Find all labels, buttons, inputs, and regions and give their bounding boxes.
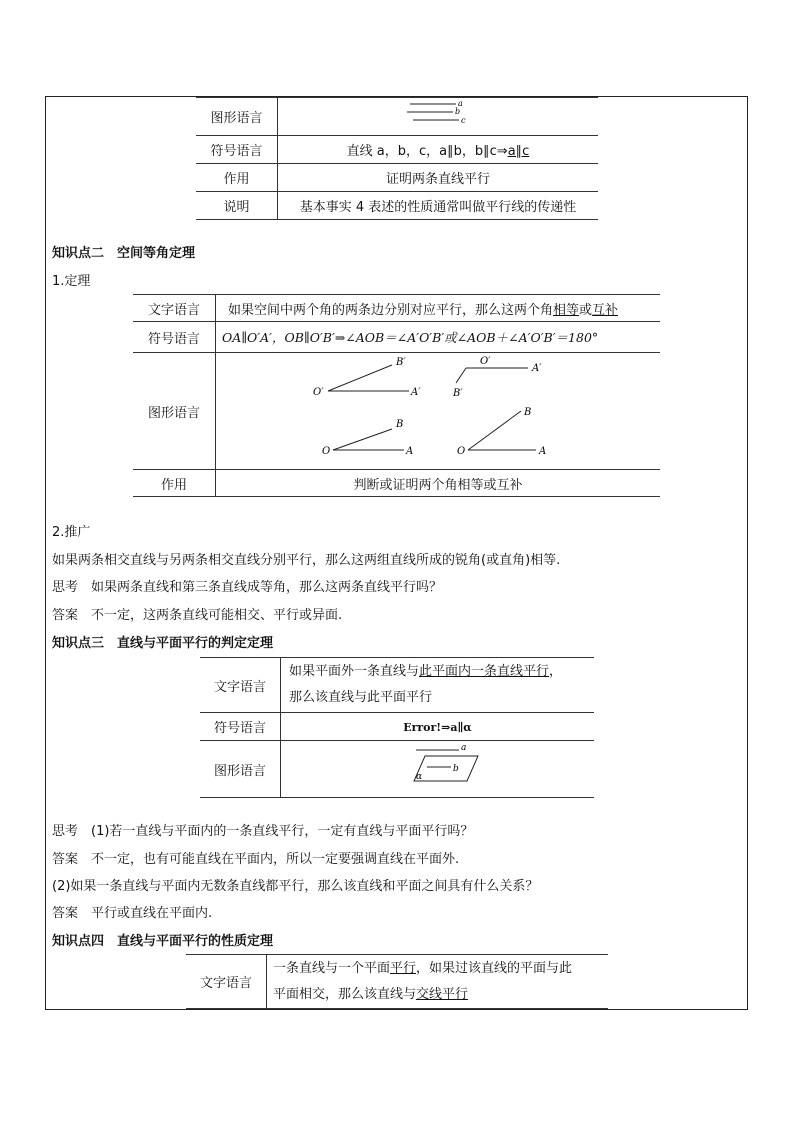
row-value-use: 判断或证明两个角相等或互补 — [216, 470, 661, 497]
kp2-think: 思考 如果两条直线和第三条直线成等角，那么这两条直线平行吗？ — [52, 580, 443, 595]
row-key-symbol: 符号语言 — [196, 136, 278, 164]
label-B-prime-2: B′ — [453, 388, 463, 399]
row-key-figure: 图形语言 — [133, 353, 216, 470]
label-B-4: B — [524, 407, 532, 418]
row-key-symbol: 符号语言 — [133, 322, 216, 353]
three-parallel-lines-diagram — [278, 98, 598, 131]
equal-angles-diagram — [216, 353, 656, 465]
row-key-text: 文字语言 — [133, 295, 216, 322]
row-value-symbol: 直线 a，b，c，a∥b，b∥c⇒a∥c — [278, 136, 599, 164]
parallel-lines-figure — [278, 98, 599, 136]
kp2-sub-theorem: 1.定理 — [52, 274, 91, 289]
row-key-use: 作用 — [196, 164, 278, 192]
row-key-text: 文字语言 — [186, 955, 267, 1009]
row-key-use: 作用 — [133, 470, 216, 497]
row-key-text: 文字语言 — [200, 658, 281, 713]
equal-angle-theorem-table — [133, 294, 660, 497]
label-alpha: α — [416, 772, 423, 782]
row-key-symbol: 符号语言 — [200, 713, 281, 741]
label-O-4: O — [457, 446, 466, 457]
kp4-heading: 知识点四 直线与平面平行的性质定理 — [52, 934, 274, 949]
label-A-prime-2: A′ — [532, 363, 542, 374]
row-key-figure: 图形语言 — [196, 98, 278, 136]
line-parallel-plane-diagram — [281, 741, 591, 793]
line-plane-parallel-property-table — [186, 954, 608, 1009]
label-A-3: A — [406, 446, 414, 457]
label-B-prime-1: B′ — [396, 357, 406, 368]
row-value-symbol — [281, 713, 595, 741]
row-value-use: 证明两条直线平行 — [278, 164, 599, 192]
row-value-text: 一条直线与一个平面平行，如果过该直线的平面与此 平面相交，那么该直线与交线平行 — [267, 955, 609, 1009]
error-field: Error!⇒a∥α — [403, 720, 472, 734]
row-value-symbol: OA∥O′A′，OB∥O′B′⇒∠AOB＝∠A′O′B′或∠AOB＋∠A′O′B′＝180° — [216, 322, 661, 353]
kp3-think-1: 思考 (1)若一直线与平面内的一条直线平行，一定有直线与平面平行吗？ — [52, 824, 474, 839]
plane-figure-cell — [281, 741, 595, 798]
label-a: a — [458, 99, 463, 108]
kp3-answer-2: 答案 平行或直线在平面内. — [52, 906, 213, 921]
kp2-heading: 知识点二 空间等角定理 — [52, 246, 196, 261]
label-A-4: A — [539, 446, 547, 457]
angle-figures-cell — [216, 353, 661, 470]
row-value-note: 基本事实 4 表述的性质通常叫做平行线的传递性 — [278, 192, 599, 220]
label-O-prime-2: O′ — [480, 356, 491, 367]
kp3-think-2: (2)如果一条直线与平面内无数条直线都平行，那么该直线和平面之间具有什么关系？ — [52, 879, 539, 894]
kp2-sub-generalization: 2.推广 — [52, 525, 91, 540]
row-key-figure: 图形语言 — [200, 741, 281, 798]
kp2-generalization-text: 如果两条相交直线与另两条相交直线分别平行，那么这两组直线所成的锐角(或直角)相等. — [52, 553, 561, 568]
kp3-answer-1: 答案 不一定，也有可能直线在平面内，所以一定要强调直线在平面外. — [52, 852, 460, 867]
label-A-prime-1: A′ — [411, 387, 421, 398]
row-key-note: 说明 — [196, 192, 278, 220]
kp3-heading: 知识点三 直线与平面平行的判定定理 — [52, 636, 274, 651]
line-plane-parallel-criterion-table — [200, 657, 594, 798]
kp2-answer: 答案 不一定，这两条直线可能相交、平行或异面. — [52, 608, 343, 623]
row-value-text: 如果平面外一条直线与此平面内一条直线平行， 那么该直线与此平面平行 — [281, 658, 595, 713]
label-b: b — [453, 764, 459, 774]
label-b: b — [455, 107, 461, 116]
parallel-transitivity-table — [196, 97, 598, 220]
label-c: c — [461, 116, 466, 125]
row-value-text: 如果空间中两个角的两条边分别对应平行，那么这两个角相等或互补 — [216, 295, 661, 322]
label-O-prime-1: O′ — [313, 387, 324, 398]
label-B-3: B — [396, 419, 404, 430]
label-O-3: O — [322, 446, 331, 457]
label-a: a — [461, 743, 467, 753]
